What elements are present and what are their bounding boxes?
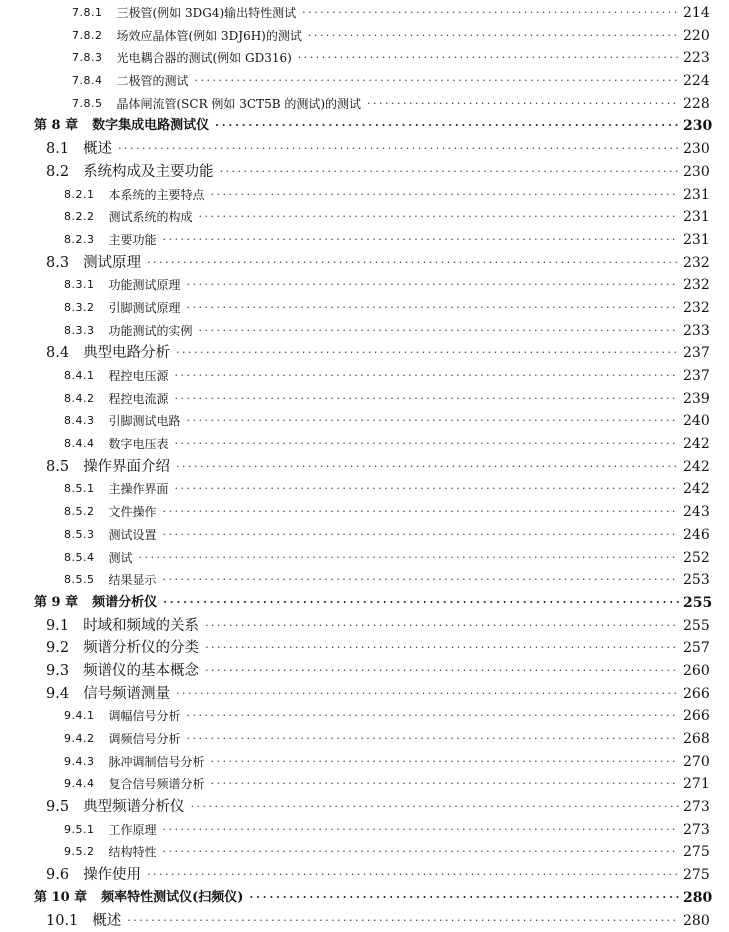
toc-section-8-1 [0,138,729,161]
toc-title: 三极管(例如 3DG4)输出特性测试 [117,2,297,25]
dot-leader [187,274,679,297]
toc-page: 266 [683,683,715,706]
toc-page: 242 [683,478,715,501]
toc-page: 214 [683,2,715,25]
toc-number: 7.8.2 [72,25,103,48]
toc-page: 242 [683,456,715,479]
toc-entry-9-4-1 [0,705,729,728]
section-number: 8.2 [46,161,69,184]
toc-page: 223 [683,47,715,70]
toc-number: 9.4.1 [64,705,95,728]
toc-entry-9-4-4 [0,773,729,796]
dot-leader [175,365,679,388]
toc-page: 224 [683,70,715,93]
toc-entry-7-8-1 [0,2,729,25]
toc-page: 275 [683,841,715,864]
toc-page: 275 [683,864,715,887]
section-title: 系统构成及主要功能 [83,161,214,184]
toc-title: 测试设置 [109,524,157,547]
section-number: 10.1 [46,910,78,932]
toc-title: 结构特性 [109,841,157,864]
dot-leader [175,433,679,456]
toc-number: 8.4.4 [64,433,95,456]
toc-number: 8.5.2 [64,501,95,524]
section-number: 8.3 [46,252,69,275]
dot-leader [163,524,679,547]
toc-entry-9-4-3 [0,751,729,774]
toc-chapter-8 [0,115,729,138]
dot-leader [147,252,679,275]
toc-number: 8.4.3 [64,410,95,433]
dot-leader [205,637,679,660]
toc-number: 7.8.5 [72,93,103,116]
toc-entry-8-5-3 [0,524,729,547]
dot-leader [211,184,679,207]
dot-leader [163,569,679,592]
toc-entry-7-8-2 [0,25,729,48]
dot-leader [175,478,679,501]
toc-title: 测试系统的构成 [109,206,193,229]
chapter-number: 第 10 章 [34,887,87,910]
toc-entry-8-2-2 [0,206,729,229]
chapter-number: 第 8 章 [34,115,78,138]
toc-page: 280 [683,910,715,932]
toc-page: 230 [683,161,715,184]
section-number: 8.5 [46,456,69,479]
toc-page: 240 [683,410,715,433]
toc-number: 8.4.2 [64,388,95,411]
toc-number: 8.2.3 [64,229,95,252]
toc-section-8-4 [0,342,729,365]
toc-entry-7-8-3 [0,47,729,70]
toc-title: 本系统的主要特点 [109,184,205,207]
toc-page: 270 [683,751,715,774]
toc-number: 9.4.4 [64,773,95,796]
dot-leader [205,660,679,683]
toc-title: 测试 [109,547,133,570]
toc-page: 255 [683,615,715,638]
toc-title: 光电耦合器的测试(例如 GD316) [117,47,292,70]
dot-leader [191,796,679,819]
dot-leader [199,206,679,229]
toc-title: 功能测试的实例 [109,320,193,343]
toc-title: 晶体闸流管(SCR 例如 3CT5B 的测试)的测试 [117,93,362,116]
toc-title: 程控电压源 [109,365,169,388]
section-number: 9.2 [46,637,69,660]
section-number: 9.4 [46,683,69,706]
chapter-title: 频率特性测试仪(扫频仪) [101,887,243,910]
toc-number: 9.4.3 [64,751,95,774]
section-title: 时域和频域的关系 [83,615,199,638]
toc-number: 9.5.1 [64,819,95,842]
dot-leader [367,93,679,116]
toc-title: 主要功能 [109,229,157,252]
section-title: 测试原理 [83,252,141,275]
dot-leader [199,320,679,343]
toc-entry-9-5-2 [0,841,729,864]
toc-number: 7.8.4 [72,70,103,93]
toc-entry-7-8-4 [0,70,729,93]
toc-page: 231 [683,206,715,229]
dot-leader [187,705,679,728]
section-title: 操作界面介绍 [83,456,170,479]
toc-section-8-3 [0,252,729,275]
dot-leader [211,751,679,774]
dot-leader [205,615,679,638]
section-number: 9.3 [46,660,69,683]
dot-leader [163,819,679,842]
toc-page: 239 [683,388,715,411]
toc-number: 8.4.1 [64,365,95,388]
section-number: 8.4 [46,342,69,365]
toc-entry-8-2-1 [0,184,729,207]
dot-leader [302,2,679,25]
toc-title: 工作原理 [109,819,157,842]
toc-page: 231 [683,184,715,207]
section-number: 9.5 [46,796,69,819]
toc-entry-8-4-3 [0,410,729,433]
toc-section-9-4 [0,683,729,706]
toc-entry-7-8-5 [0,93,729,116]
dot-leader [249,887,679,910]
toc-chapter-9 [0,592,729,615]
toc-page: 228 [683,93,715,116]
section-title: 概述 [83,138,112,161]
toc-title: 场效应晶体管(例如 3DJ6H)的测试 [117,25,302,48]
section-title: 频谱分析仪的分类 [83,637,199,660]
toc-title: 功能测试原理 [109,274,181,297]
toc-title: 数字电压表 [109,433,169,456]
toc-page: 260 [683,660,715,683]
toc-page: 232 [683,252,715,275]
toc-section-9-3 [0,660,729,683]
dot-leader [220,161,679,184]
toc-title: 结果显示 [109,569,157,592]
toc-number: 8.5.5 [64,569,95,592]
toc-page: 220 [683,25,715,48]
toc-title: 引脚测试电路 [109,410,181,433]
toc-entry-8-5-2 [0,501,729,524]
toc-number: 8.5.4 [64,547,95,570]
dot-leader [176,456,679,479]
dot-leader [211,773,679,796]
toc-number: 7.8.1 [72,2,103,25]
section-title: 频谱仪的基本概念 [83,660,199,683]
toc-title: 主操作界面 [109,478,169,501]
toc-title: 调幅信号分析 [109,705,181,728]
toc-number: 8.5.3 [64,524,95,547]
toc-page: 231 [683,229,715,252]
dot-leader [163,501,679,524]
dot-leader [176,683,679,706]
section-title: 概述 [92,910,121,932]
toc-title: 二极管的测试 [117,70,189,93]
toc-number: 9.4.2 [64,728,95,751]
toc-page: 237 [683,342,715,365]
toc-title: 脉冲调制信号分析 [109,751,205,774]
toc-page: 230 [683,115,715,138]
dot-leader [147,864,679,887]
section-number: 8.1 [46,138,69,161]
toc-entry-8-4-4 [0,433,729,456]
dot-leader [308,25,679,48]
dot-leader [175,388,679,411]
toc-entry-8-5-5 [0,569,729,592]
toc-title: 复合信号频谱分析 [109,773,205,796]
toc-page: 230 [683,138,715,161]
dot-leader [187,297,679,320]
dot-leader [195,70,679,93]
dot-leader [139,547,679,570]
toc-entry-9-4-2 [0,728,729,751]
toc-title: 引脚测试原理 [109,297,181,320]
toc-title: 文件操作 [109,501,157,524]
toc-page: 273 [683,796,715,819]
dot-leader [163,229,679,252]
toc-entry-9-5-1 [0,819,729,842]
toc-section-9-6 [0,864,729,887]
dot-leader [176,342,679,365]
toc-entry-8-5-4 [0,547,729,570]
dot-leader [215,115,679,138]
toc-entry-8-2-3 [0,229,729,252]
toc-section-9-1 [0,615,729,638]
toc-page: 253 [683,569,715,592]
toc-page: 243 [683,501,715,524]
section-number: 9.6 [46,864,69,887]
toc-number: 8.3.1 [64,274,95,297]
toc-section-9-5 [0,796,729,819]
toc-entry-8-4-2 [0,388,729,411]
toc-page: 280 [683,887,715,910]
toc-number: 7.8.3 [72,47,103,70]
toc-page: 252 [683,547,715,570]
toc-number: 8.5.1 [64,478,95,501]
toc-page: 246 [683,524,715,547]
section-title: 操作使用 [83,864,141,887]
toc-entry-8-3-3 [0,320,729,343]
toc-section-8-2 [0,161,729,184]
section-number: 9.1 [46,615,69,638]
toc-page: 237 [683,365,715,388]
toc-number: 8.3.2 [64,297,95,320]
dot-leader [163,592,679,615]
toc-page: 233 [683,320,715,343]
toc-page: 232 [683,297,715,320]
chapter-title: 数字集成电路测试仪 [92,115,209,138]
toc-entry-8-5-1 [0,478,729,501]
toc-page: 257 [683,637,715,660]
dot-leader [163,841,679,864]
toc-number: 8.3.3 [64,320,95,343]
section-title: 典型电路分析 [83,342,170,365]
toc-entry-8-4-1 [0,365,729,388]
toc-page: 266 [683,705,715,728]
chapter-number: 第 9 章 [34,592,78,615]
toc-number: 8.2.2 [64,206,95,229]
toc-section-8-5 [0,456,729,479]
toc-entry-8-3-2 [0,297,729,320]
toc-title: 调频信号分析 [109,728,181,751]
toc-section-9-2 [0,637,729,660]
toc-page: 268 [683,728,715,751]
dot-leader [298,47,679,70]
dot-leader [118,138,679,161]
section-title: 典型频谱分析仪 [83,796,185,819]
toc-page: 273 [683,819,715,842]
section-title: 信号频谱测量 [83,683,170,706]
toc-page: 232 [683,274,715,297]
toc-title: 程控电流源 [109,388,169,411]
chapter-title: 频谱分析仪 [92,592,157,615]
toc-number: 9.5.2 [64,841,95,864]
toc-page: 271 [683,773,715,796]
dot-leader [187,728,679,751]
toc-page: 255 [683,592,715,615]
toc-number: 8.2.1 [64,184,95,207]
toc-page: 242 [683,433,715,456]
table-of-contents [0,2,729,932]
dot-leader [187,410,679,433]
toc-entry-8-3-1 [0,274,729,297]
toc-chapter-10 [0,887,729,910]
